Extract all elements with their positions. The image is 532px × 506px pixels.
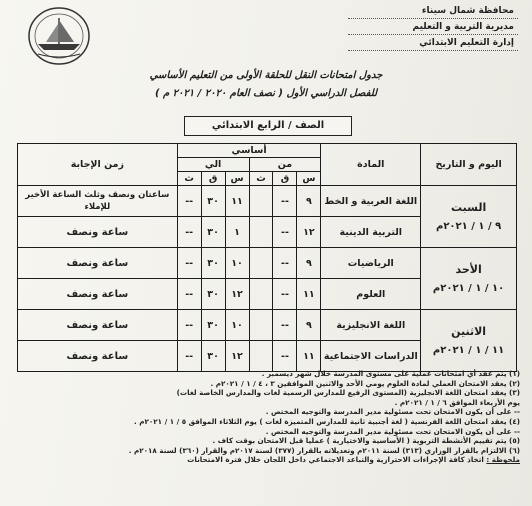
- header-to-hour: س: [225, 172, 249, 186]
- header-line-governorate: محافظة شمال سيناء: [348, 4, 518, 19]
- day-date: ٩ / ١ / ٢٠٢١م: [435, 220, 502, 232]
- header-to: الي: [177, 158, 249, 172]
- to-sec: --: [177, 248, 201, 279]
- to-min: ٣٠: [201, 248, 225, 279]
- day-name: الاثنين: [451, 324, 487, 338]
- grade-label: الصف / الرابع الابتدائي: [184, 116, 352, 136]
- subject-cell: اللغة الانجليزية: [321, 310, 421, 341]
- footnote: [14, 455, 520, 465]
- to-hour: ١٢: [225, 279, 249, 310]
- to-sec: --: [177, 310, 201, 341]
- subject-cell: العلوم: [321, 279, 421, 310]
- subject-cell: الرياضيات: [321, 248, 421, 279]
- header-line-administration: إدارة التعليم الابتدائي: [348, 36, 518, 51]
- note-item: (٥) يتم تقييم الأنشطة التربوية ( الأساسية والاختيارية ) عمليا قبل الامتحان بوقت كاف .: [212, 436, 520, 446]
- to-hour: ١١: [225, 186, 249, 217]
- header-from-hour: س: [297, 172, 321, 186]
- to-min: ٣٠: [201, 310, 225, 341]
- table-row: [18, 248, 517, 279]
- from-sec: [249, 310, 273, 341]
- from-min: --: [273, 248, 297, 279]
- from-min: --: [273, 279, 297, 310]
- subject-cell: اللغة العربية و الخط: [321, 186, 421, 217]
- from-min: --: [273, 310, 297, 341]
- header-from-sec: ث: [249, 172, 273, 186]
- footnote-label: ملحوظة :: [486, 455, 520, 465]
- header-basic: أساسي: [177, 144, 321, 158]
- to-min: ٣٠: [201, 279, 225, 310]
- to-sec: --: [177, 341, 201, 372]
- day-date: ١٠ / ١ / ٢٠٢١م: [432, 282, 505, 294]
- from-sec: [249, 248, 273, 279]
- duration-cell: ساعة ونصف: [18, 279, 178, 310]
- from-hour: ٩: [297, 248, 321, 279]
- note-item: -- على أن يكون الامتحان تحت مسئولية مدير المدرسة والتوجيه المختص .: [265, 426, 520, 436]
- note-item: (٣) يعقد امتحان اللغة الانجليزية (المستوى الرفيع للمدارس الرسمية لغات والمدارس الخاصة لغات): [176, 388, 520, 398]
- note-item: -- على أن يكون الامتحان تحت مسئولية مدير المدرسة والتوجيه المختص .: [265, 407, 520, 417]
- subject-cell: الدراسات الاجتماعية: [321, 341, 421, 372]
- footnote-text: اتخاذ كافة الإجراءات الاحترازية والتباعد الاجتماعي داخل اللجان خلال فترة الامتحانات: [187, 455, 484, 465]
- from-min: --: [273, 341, 297, 372]
- header-duration: زمن الإجابة: [18, 144, 178, 186]
- from-hour: ٩: [297, 186, 321, 217]
- from-hour: ١١: [297, 341, 321, 372]
- to-min: ٣٠: [201, 217, 225, 248]
- from-sec: [249, 186, 273, 217]
- from-sec: [249, 279, 273, 310]
- header-subject: المادة: [321, 144, 421, 186]
- to-hour: ١٠: [225, 248, 249, 279]
- header-day-date: اليوم و التاريخ: [421, 144, 517, 186]
- document-subtitle: للفصل الدراسي الأول ( نصف العام ٢٠٢٠ / ٢٠٢١ م ): [154, 88, 378, 99]
- header-to-min: ق: [201, 172, 225, 186]
- to-sec: --: [177, 279, 201, 310]
- duration-cell: ساعة ونصف: [18, 248, 178, 279]
- from-hour: ٩: [297, 310, 321, 341]
- issuer-header: [348, 4, 518, 52]
- from-min: --: [273, 217, 297, 248]
- note-item: (٦) الالتزام بالقرار الوزاري (٣١٣) لسنة ٢٠١١م وتعديلاته بالقرار (٣٧٧) لسنة ٢٠١٧م والقرار (٣٦٠) لسنة ٢٠١٨م .: [128, 445, 520, 455]
- to-min: ٣٠: [201, 186, 225, 217]
- header-from: من: [249, 158, 321, 172]
- note-item: يوم الأربعاء الموافق ٦ / ١ / ٢٠٢١م .: [394, 397, 520, 407]
- header-from-min: ق: [273, 172, 297, 186]
- duration-cell: ساعة ونصف: [18, 217, 178, 248]
- subject-cell: التربية الدينية: [321, 217, 421, 248]
- emblem-logo: [24, 4, 94, 68]
- from-min: --: [273, 186, 297, 217]
- note-item: (١) يتم عقد أي امتحانات عملية على مستوى المدرسة خلال شهر ديسمبر .: [261, 369, 520, 378]
- day-cell-saturday: [421, 186, 517, 248]
- duration-cell: ساعة ونصف: [18, 310, 178, 341]
- day-date: ١١ / ١ / ٢٠٢١م: [432, 344, 505, 356]
- day-name: السبت: [450, 200, 487, 214]
- to-sec: --: [177, 186, 201, 217]
- header-to-sec: ث: [177, 172, 201, 186]
- from-sec: [249, 217, 273, 248]
- notes-section: [14, 369, 520, 465]
- from-hour: ١٢: [297, 217, 321, 248]
- from-sec: [249, 341, 273, 372]
- document-title: جدول امتحانات النقل للحلقة الأولى من التعليم الأساسي: [149, 70, 383, 81]
- to-sec: --: [177, 217, 201, 248]
- note-item: (٤) يعقد امتحان اللغة الفرنسية ( لغة أجنبية ثانية للمدارس المتميزة لغات ) يوم الثلاثاء الموافق ٥ / ١ / ٢٠٢١م .: [133, 416, 520, 426]
- table-row: [18, 186, 517, 217]
- day-cell-monday: [421, 310, 517, 372]
- from-hour: ١١: [297, 279, 321, 310]
- exam-schedule-table: [17, 143, 517, 372]
- to-min: ٣٠: [201, 341, 225, 372]
- to-hour: ١٠: [225, 310, 249, 341]
- duration-cell: ساعتان ونصف وثلث الساعة الأخير للإملاء: [18, 186, 178, 217]
- note-item: (٢) يعقد الامتحان العملي لمادة العلوم يومي الأحد والاثنين الموافقين ٣ ، ٤ / ١ / ٢٠٢١م .: [210, 378, 520, 388]
- to-hour: ١: [225, 217, 249, 248]
- day-name: الأحد: [455, 262, 482, 276]
- to-hour: ١٢: [225, 341, 249, 372]
- table-row: [18, 310, 517, 341]
- duration-cell: ساعة ونصف: [18, 341, 178, 372]
- header-line-directorate: مديرية التربية و التعليم: [348, 20, 518, 35]
- day-cell-sunday: [421, 248, 517, 310]
